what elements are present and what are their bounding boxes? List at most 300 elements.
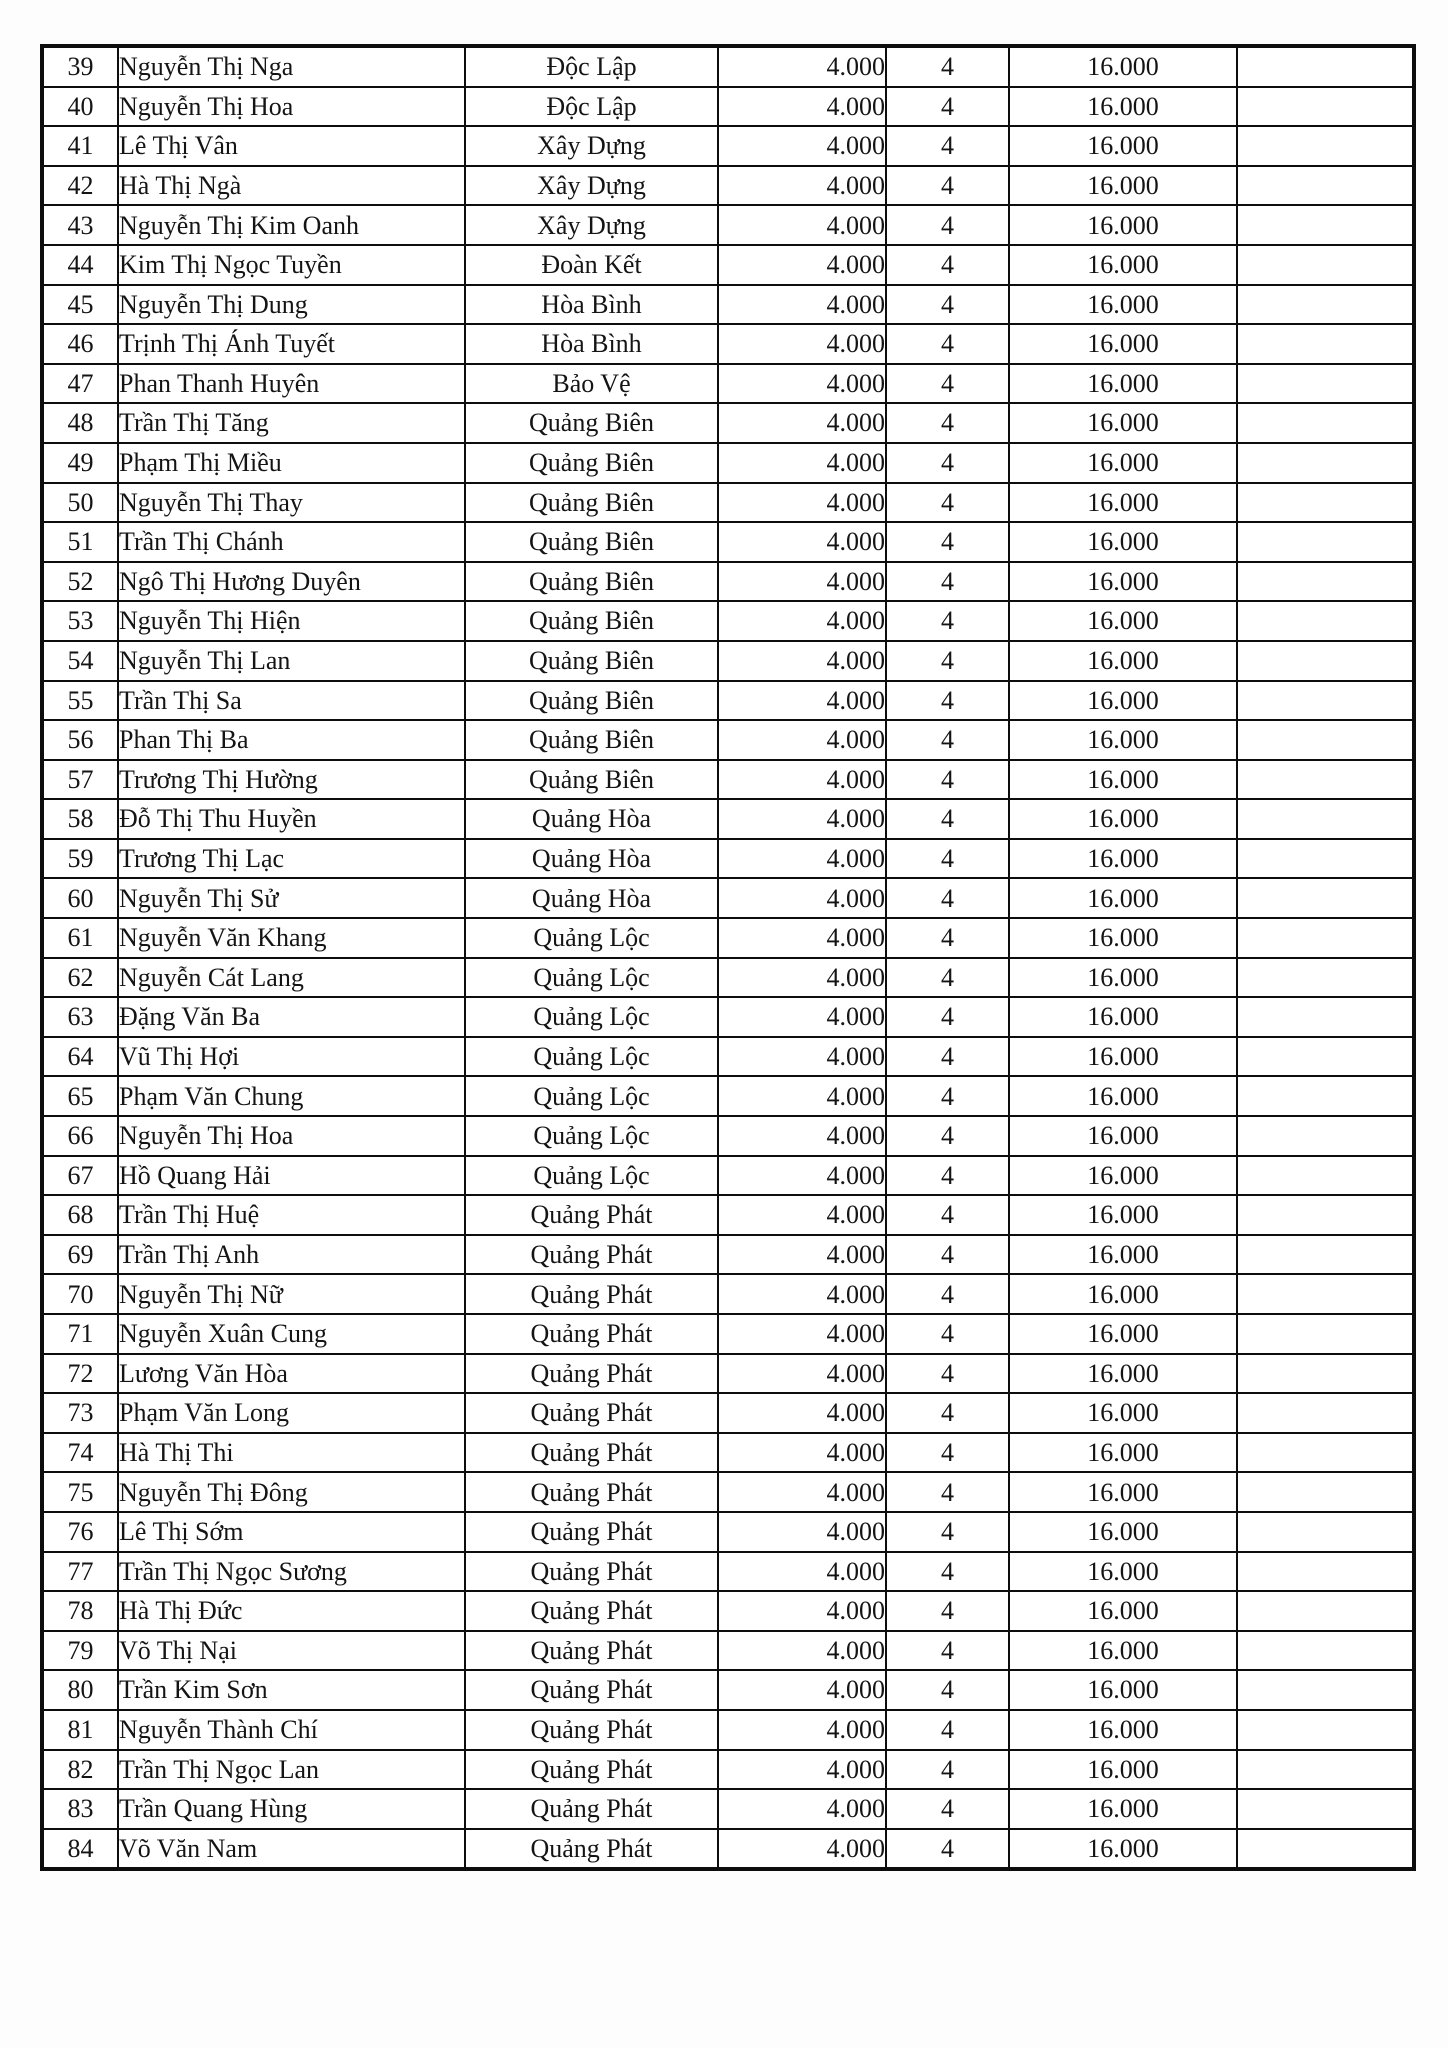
table-row	[42, 720, 1414, 760]
total-amount-cell: 16.000	[1009, 364, 1237, 404]
table-row	[42, 126, 1414, 166]
person-name-cell: Trương Thị Lạc	[118, 839, 465, 879]
group-name-cell: Hòa Bình	[465, 324, 718, 364]
amount-cell: 4.000	[718, 166, 886, 206]
row-number-cell: 75	[42, 1472, 118, 1512]
amount-cell: 4.000	[718, 245, 886, 285]
note-cell	[1237, 997, 1414, 1037]
total-amount-cell: 16.000	[1009, 1512, 1237, 1552]
group-name-cell: Quảng Phát	[465, 1393, 718, 1433]
amount-cell: 4.000	[718, 1037, 886, 1077]
note-cell	[1237, 1512, 1414, 1552]
note-cell	[1237, 1829, 1414, 1870]
person-name-cell: Nguyễn Thị Sử	[118, 878, 465, 918]
group-name-cell: Quảng Phát	[465, 1552, 718, 1592]
amount-cell: 4.000	[718, 799, 886, 839]
count-cell: 4	[886, 166, 1009, 206]
table-row	[42, 364, 1414, 404]
group-name-cell: Quảng Lộc	[465, 958, 718, 998]
person-name-cell: Võ Thị Nại	[118, 1631, 465, 1671]
row-number-cell: 47	[42, 364, 118, 404]
table-row	[42, 1789, 1414, 1829]
group-name-cell: Quảng Lộc	[465, 1156, 718, 1196]
note-cell	[1237, 1670, 1414, 1710]
person-name-cell: Phan Thanh Huyên	[118, 364, 465, 404]
amount-cell: 4.000	[718, 1670, 886, 1710]
table-row	[42, 760, 1414, 800]
table-row	[42, 522, 1414, 562]
table-row	[42, 1670, 1414, 1710]
row-number-cell: 63	[42, 997, 118, 1037]
row-number-cell: 51	[42, 522, 118, 562]
count-cell: 4	[886, 1750, 1009, 1790]
count-cell: 4	[886, 483, 1009, 523]
amount-cell: 4.000	[718, 878, 886, 918]
person-name-cell: Trần Kim Sơn	[118, 1670, 465, 1710]
group-name-cell: Quảng Biên	[465, 483, 718, 523]
person-name-cell: Nguyễn Thị Nga	[118, 46, 465, 87]
count-cell: 4	[886, 760, 1009, 800]
group-name-cell: Quảng Hòa	[465, 799, 718, 839]
count-cell: 4	[886, 918, 1009, 958]
count-cell: 4	[886, 601, 1009, 641]
group-name-cell: Quảng Biên	[465, 562, 718, 602]
note-cell	[1237, 562, 1414, 602]
note-cell	[1237, 1789, 1414, 1829]
total-amount-cell: 16.000	[1009, 522, 1237, 562]
count-cell: 4	[886, 641, 1009, 681]
count-cell: 4	[886, 1670, 1009, 1710]
note-cell	[1237, 1274, 1414, 1314]
note-cell	[1237, 720, 1414, 760]
note-cell	[1237, 839, 1414, 879]
row-number-cell: 79	[42, 1631, 118, 1671]
count-cell: 4	[886, 324, 1009, 364]
row-number-cell: 46	[42, 324, 118, 364]
amount-cell: 4.000	[718, 1314, 886, 1354]
table-row	[42, 878, 1414, 918]
group-name-cell: Độc Lập	[465, 46, 718, 87]
total-amount-cell: 16.000	[1009, 1670, 1237, 1710]
table-row	[42, 403, 1414, 443]
table-row	[42, 1552, 1414, 1592]
total-amount-cell: 16.000	[1009, 1393, 1237, 1433]
row-number-cell: 43	[42, 205, 118, 245]
amount-cell: 4.000	[718, 285, 886, 325]
note-cell	[1237, 443, 1414, 483]
person-name-cell: Nguyễn Thành Chí	[118, 1710, 465, 1750]
note-cell	[1237, 364, 1414, 404]
person-name-cell: Nguyễn Xuân Cung	[118, 1314, 465, 1354]
total-amount-cell: 16.000	[1009, 324, 1237, 364]
amount-cell: 4.000	[718, 1789, 886, 1829]
total-amount-cell: 16.000	[1009, 1076, 1237, 1116]
person-name-cell: Nguyễn Thị Hiện	[118, 601, 465, 641]
note-cell	[1237, 522, 1414, 562]
row-number-cell: 70	[42, 1274, 118, 1314]
row-number-cell: 69	[42, 1235, 118, 1275]
row-number-cell: 72	[42, 1354, 118, 1394]
amount-cell: 4.000	[718, 839, 886, 879]
count-cell: 4	[886, 1631, 1009, 1671]
group-name-cell: Quảng Phát	[465, 1710, 718, 1750]
row-number-cell: 83	[42, 1789, 118, 1829]
count-cell: 4	[886, 1195, 1009, 1235]
table-row	[42, 87, 1414, 127]
group-name-cell: Quảng Phát	[465, 1512, 718, 1552]
table-row	[42, 1512, 1414, 1552]
group-name-cell: Quảng Lộc	[465, 1037, 718, 1077]
person-name-cell: Phạm Văn Chung	[118, 1076, 465, 1116]
count-cell: 4	[886, 562, 1009, 602]
table-row	[42, 839, 1414, 879]
group-name-cell: Quảng Phát	[465, 1195, 718, 1235]
note-cell	[1237, 799, 1414, 839]
note-cell	[1237, 1552, 1414, 1592]
total-amount-cell: 16.000	[1009, 1037, 1237, 1077]
table-row	[42, 997, 1414, 1037]
note-cell	[1237, 918, 1414, 958]
total-amount-cell: 16.000	[1009, 245, 1237, 285]
total-amount-cell: 16.000	[1009, 166, 1237, 206]
person-name-cell: Nguyễn Thị Hoa	[118, 1116, 465, 1156]
total-amount-cell: 16.000	[1009, 958, 1237, 998]
table-row	[42, 1076, 1414, 1116]
total-amount-cell: 16.000	[1009, 1354, 1237, 1394]
table-row	[42, 1591, 1414, 1631]
note-cell	[1237, 1472, 1414, 1512]
person-name-cell: Trần Thị Anh	[118, 1235, 465, 1275]
group-name-cell: Quảng Phát	[465, 1631, 718, 1671]
row-number-cell: 82	[42, 1750, 118, 1790]
person-name-cell: Nguyễn Thị Dung	[118, 285, 465, 325]
amount-cell: 4.000	[718, 562, 886, 602]
person-name-cell: Nguyễn Thị Hoa	[118, 87, 465, 127]
amount-cell: 4.000	[718, 126, 886, 166]
total-amount-cell: 16.000	[1009, 878, 1237, 918]
group-name-cell: Quảng Biên	[465, 720, 718, 760]
note-cell	[1237, 681, 1414, 721]
amount-cell: 4.000	[718, 46, 886, 87]
note-cell	[1237, 760, 1414, 800]
total-amount-cell: 16.000	[1009, 1156, 1237, 1196]
person-name-cell: Trương Thị Hường	[118, 760, 465, 800]
table-row	[42, 1750, 1414, 1790]
table-row	[42, 1354, 1414, 1394]
note-cell	[1237, 87, 1414, 127]
total-amount-cell: 16.000	[1009, 126, 1237, 166]
row-number-cell: 60	[42, 878, 118, 918]
note-cell	[1237, 483, 1414, 523]
group-name-cell: Quảng Phát	[465, 1274, 718, 1314]
amount-cell: 4.000	[718, 1750, 886, 1790]
amount-cell: 4.000	[718, 601, 886, 641]
note-cell	[1237, 1433, 1414, 1473]
note-cell	[1237, 46, 1414, 87]
total-amount-cell: 16.000	[1009, 1591, 1237, 1631]
row-number-cell: 59	[42, 839, 118, 879]
note-cell	[1237, 1591, 1414, 1631]
note-cell	[1237, 245, 1414, 285]
group-name-cell: Quảng Phát	[465, 1789, 718, 1829]
group-name-cell: Quảng Phát	[465, 1591, 718, 1631]
table-row	[42, 562, 1414, 602]
row-number-cell: 40	[42, 87, 118, 127]
note-cell	[1237, 1037, 1414, 1077]
person-name-cell: Nguyễn Thị Đông	[118, 1472, 465, 1512]
total-amount-cell: 16.000	[1009, 1235, 1237, 1275]
total-amount-cell: 16.000	[1009, 601, 1237, 641]
row-number-cell: 56	[42, 720, 118, 760]
person-name-cell: Trần Thị Ngọc Lan	[118, 1750, 465, 1790]
group-name-cell: Xây Dựng	[465, 205, 718, 245]
note-cell	[1237, 1710, 1414, 1750]
amount-cell: 4.000	[718, 1829, 886, 1870]
note-cell	[1237, 1750, 1414, 1790]
count-cell: 4	[886, 997, 1009, 1037]
table-row	[42, 1393, 1414, 1433]
amount-cell: 4.000	[718, 1156, 886, 1196]
row-number-cell: 62	[42, 958, 118, 998]
group-name-cell: Quảng Hòa	[465, 878, 718, 918]
table-row	[42, 641, 1414, 681]
total-amount-cell: 16.000	[1009, 1552, 1237, 1592]
group-name-cell: Quảng Biên	[465, 443, 718, 483]
total-amount-cell: 16.000	[1009, 403, 1237, 443]
total-amount-cell: 16.000	[1009, 1631, 1237, 1671]
note-cell	[1237, 1116, 1414, 1156]
person-name-cell: Nguyễn Thị Lan	[118, 641, 465, 681]
row-number-cell: 80	[42, 1670, 118, 1710]
note-cell	[1237, 285, 1414, 325]
table-row	[42, 285, 1414, 325]
table-row	[42, 1195, 1414, 1235]
group-name-cell: Quảng Hòa	[465, 839, 718, 879]
amount-cell: 4.000	[718, 1195, 886, 1235]
row-number-cell: 74	[42, 1433, 118, 1473]
group-name-cell: Độc Lập	[465, 87, 718, 127]
amount-cell: 4.000	[718, 958, 886, 998]
table-row	[42, 1314, 1414, 1354]
count-cell: 4	[886, 1314, 1009, 1354]
table-row	[42, 1433, 1414, 1473]
amount-cell: 4.000	[718, 997, 886, 1037]
note-cell	[1237, 1195, 1414, 1235]
person-name-cell: Hà Thị Ngà	[118, 166, 465, 206]
row-number-cell: 78	[42, 1591, 118, 1631]
person-name-cell: Trần Quang Hùng	[118, 1789, 465, 1829]
count-cell: 4	[886, 681, 1009, 721]
count-cell: 4	[886, 720, 1009, 760]
count-cell: 4	[886, 1710, 1009, 1750]
count-cell: 4	[886, 1037, 1009, 1077]
table-row	[42, 601, 1414, 641]
note-cell	[1237, 126, 1414, 166]
person-name-cell: Trần Thị Chánh	[118, 522, 465, 562]
note-cell	[1237, 166, 1414, 206]
total-amount-cell: 16.000	[1009, 1274, 1237, 1314]
group-name-cell: Quảng Phát	[465, 1750, 718, 1790]
group-name-cell: Đoàn Kết	[465, 245, 718, 285]
note-cell	[1237, 958, 1414, 998]
roster-table-body	[42, 46, 1414, 1869]
amount-cell: 4.000	[718, 1631, 886, 1671]
amount-cell: 4.000	[718, 324, 886, 364]
total-amount-cell: 16.000	[1009, 997, 1237, 1037]
table-row	[42, 1116, 1414, 1156]
group-name-cell: Quảng Phát	[465, 1235, 718, 1275]
table-row	[42, 918, 1414, 958]
group-name-cell: Quảng Biên	[465, 522, 718, 562]
group-name-cell: Quảng Lộc	[465, 1116, 718, 1156]
count-cell: 4	[886, 1552, 1009, 1592]
total-amount-cell: 16.000	[1009, 1750, 1237, 1790]
count-cell: 4	[886, 1235, 1009, 1275]
count-cell: 4	[886, 205, 1009, 245]
count-cell: 4	[886, 1829, 1009, 1870]
count-cell: 4	[886, 1076, 1009, 1116]
row-number-cell: 77	[42, 1552, 118, 1592]
amount-cell: 4.000	[718, 1354, 886, 1394]
note-cell	[1237, 641, 1414, 681]
note-cell	[1237, 1393, 1414, 1433]
note-cell	[1237, 205, 1414, 245]
count-cell: 4	[886, 958, 1009, 998]
amount-cell: 4.000	[718, 1591, 886, 1631]
person-name-cell: Đặng Văn Ba	[118, 997, 465, 1037]
amount-cell: 4.000	[718, 918, 886, 958]
row-number-cell: 64	[42, 1037, 118, 1077]
person-name-cell: Phan Thị Ba	[118, 720, 465, 760]
amount-cell: 4.000	[718, 364, 886, 404]
group-name-cell: Bảo Vệ	[465, 364, 718, 404]
total-amount-cell: 16.000	[1009, 46, 1237, 87]
amount-cell: 4.000	[718, 443, 886, 483]
count-cell: 4	[886, 87, 1009, 127]
note-cell	[1237, 1235, 1414, 1275]
total-amount-cell: 16.000	[1009, 87, 1237, 127]
total-amount-cell: 16.000	[1009, 760, 1237, 800]
total-amount-cell: 16.000	[1009, 799, 1237, 839]
table-row	[42, 799, 1414, 839]
person-name-cell: Lê Thị Vân	[118, 126, 465, 166]
person-name-cell: Nguyễn Thị Nữ	[118, 1274, 465, 1314]
person-name-cell: Trần Thị Tăng	[118, 403, 465, 443]
person-name-cell: Nguyễn Văn Khang	[118, 918, 465, 958]
person-name-cell: Ngô Thị Hương Duyên	[118, 562, 465, 602]
row-number-cell: 58	[42, 799, 118, 839]
count-cell: 4	[886, 878, 1009, 918]
row-number-cell: 44	[42, 245, 118, 285]
total-amount-cell: 16.000	[1009, 641, 1237, 681]
total-amount-cell: 16.000	[1009, 839, 1237, 879]
note-cell	[1237, 324, 1414, 364]
table-row	[42, 205, 1414, 245]
person-name-cell: Hồ Quang Hải	[118, 1156, 465, 1196]
total-amount-cell: 16.000	[1009, 1472, 1237, 1512]
row-number-cell: 66	[42, 1116, 118, 1156]
total-amount-cell: 16.000	[1009, 443, 1237, 483]
table-row	[42, 245, 1414, 285]
group-name-cell: Quảng Phát	[465, 1670, 718, 1710]
row-number-cell: 73	[42, 1393, 118, 1433]
total-amount-cell: 16.000	[1009, 681, 1237, 721]
row-number-cell: 45	[42, 285, 118, 325]
group-name-cell: Quảng Biên	[465, 760, 718, 800]
amount-cell: 4.000	[718, 641, 886, 681]
amount-cell: 4.000	[718, 760, 886, 800]
count-cell: 4	[886, 1116, 1009, 1156]
row-number-cell: 65	[42, 1076, 118, 1116]
group-name-cell: Xây Dựng	[465, 166, 718, 206]
person-name-cell: Võ Văn Nam	[118, 1829, 465, 1870]
total-amount-cell: 16.000	[1009, 1433, 1237, 1473]
amount-cell: 4.000	[718, 1393, 886, 1433]
count-cell: 4	[886, 839, 1009, 879]
total-amount-cell: 16.000	[1009, 562, 1237, 602]
count-cell: 4	[886, 1274, 1009, 1314]
count-cell: 4	[886, 1789, 1009, 1829]
amount-cell: 4.000	[718, 205, 886, 245]
row-number-cell: 42	[42, 166, 118, 206]
person-name-cell: Đỗ Thị Thu Huyền	[118, 799, 465, 839]
group-name-cell: Xây Dựng	[465, 126, 718, 166]
group-name-cell: Hòa Bình	[465, 285, 718, 325]
count-cell: 4	[886, 1156, 1009, 1196]
person-name-cell: Nguyễn Cát Lang	[118, 958, 465, 998]
amount-cell: 4.000	[718, 483, 886, 523]
amount-cell: 4.000	[718, 1116, 886, 1156]
person-name-cell: Kim Thị Ngọc Tuyền	[118, 245, 465, 285]
group-name-cell: Quảng Lộc	[465, 918, 718, 958]
note-cell	[1237, 878, 1414, 918]
group-name-cell: Quảng Phát	[465, 1354, 718, 1394]
amount-cell: 4.000	[718, 1274, 886, 1314]
total-amount-cell: 16.000	[1009, 205, 1237, 245]
person-name-cell: Lương Văn Hòa	[118, 1354, 465, 1394]
total-amount-cell: 16.000	[1009, 1116, 1237, 1156]
amount-cell: 4.000	[718, 1552, 886, 1592]
group-name-cell: Quảng Phát	[465, 1314, 718, 1354]
row-number-cell: 55	[42, 681, 118, 721]
count-cell: 4	[886, 1393, 1009, 1433]
table-row	[42, 46, 1414, 87]
row-number-cell: 76	[42, 1512, 118, 1552]
note-cell	[1237, 403, 1414, 443]
row-number-cell: 84	[42, 1829, 118, 1870]
note-cell	[1237, 1354, 1414, 1394]
person-name-cell: Trịnh Thị Ánh Tuyết	[118, 324, 465, 364]
table-row	[42, 1472, 1414, 1512]
total-amount-cell: 16.000	[1009, 720, 1237, 760]
person-name-cell: Trần Thị Sa	[118, 681, 465, 721]
row-number-cell: 68	[42, 1195, 118, 1235]
person-name-cell: Trần Thị Huệ	[118, 1195, 465, 1235]
amount-cell: 4.000	[718, 1235, 886, 1275]
row-number-cell: 81	[42, 1710, 118, 1750]
group-name-cell: Quảng Phát	[465, 1472, 718, 1512]
total-amount-cell: 16.000	[1009, 1829, 1237, 1870]
row-number-cell: 57	[42, 760, 118, 800]
roster-table	[40, 44, 1416, 1871]
count-cell: 4	[886, 403, 1009, 443]
table-row	[42, 443, 1414, 483]
total-amount-cell: 16.000	[1009, 1195, 1237, 1235]
amount-cell: 4.000	[718, 1433, 886, 1473]
total-amount-cell: 16.000	[1009, 918, 1237, 958]
total-amount-cell: 16.000	[1009, 1314, 1237, 1354]
count-cell: 4	[886, 126, 1009, 166]
